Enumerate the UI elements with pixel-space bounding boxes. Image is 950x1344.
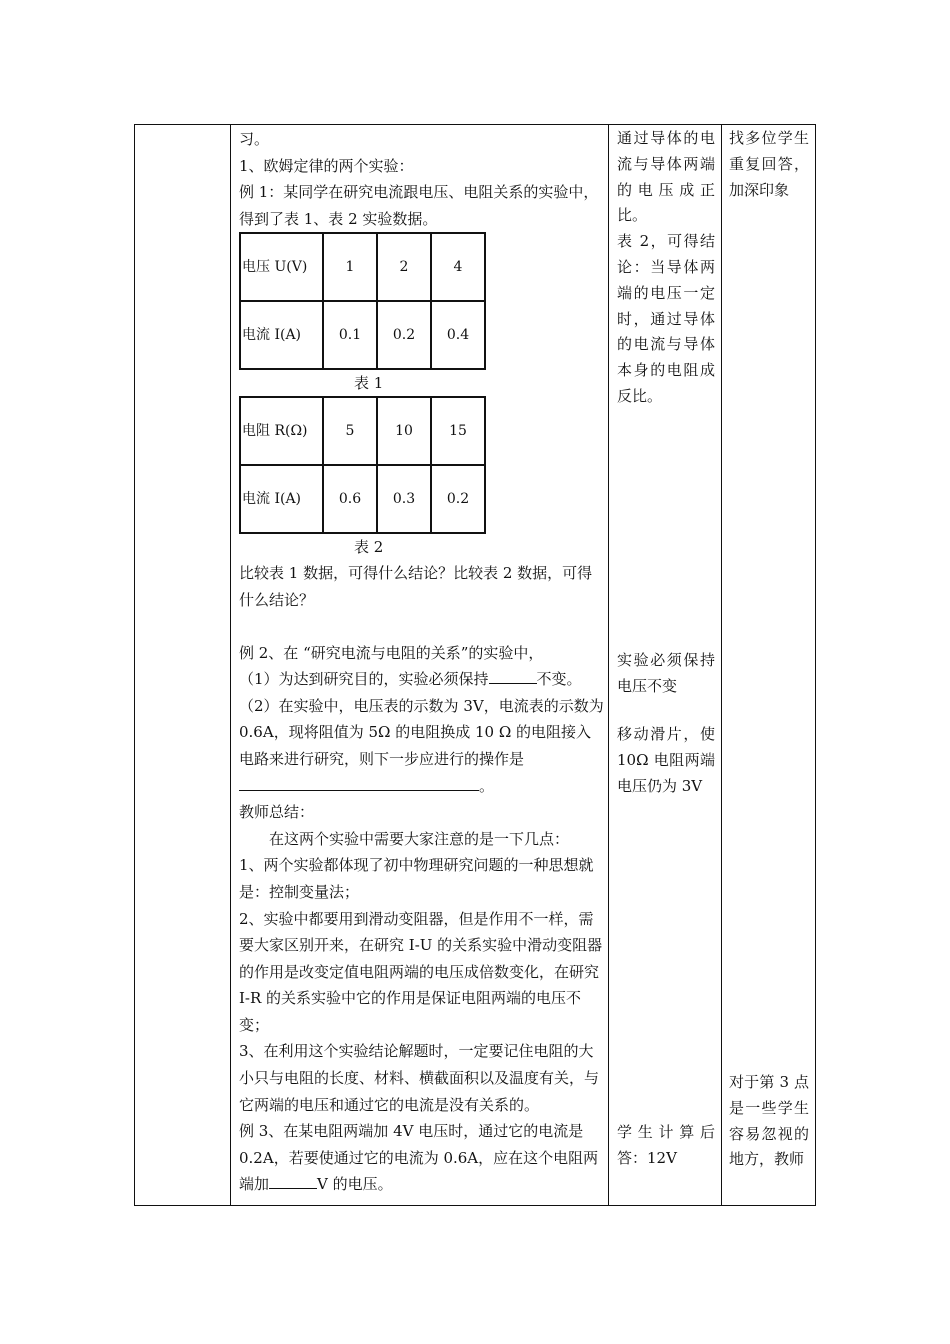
spacer bbox=[239, 614, 604, 640]
student-answer: 学生计算后答：12V bbox=[617, 1123, 715, 1167]
question-text: 不变。 bbox=[536, 670, 582, 689]
question-text: 例 3、在某电阻两端加 4V 电压时，通过它的电流是 0.2A，若要使通过它的电流为 0.6A，应在这个电阻两端加 bbox=[239, 1122, 599, 1194]
content-line: 习。 bbox=[239, 130, 270, 148]
table-cell: 10 bbox=[377, 397, 431, 465]
table-column-border bbox=[721, 124, 722, 1206]
question-text: 比较表 1 数据，可得什么结论？比较表 2 数据，可得什么结论？ bbox=[239, 564, 593, 609]
example-3-text bbox=[239, 1118, 604, 1198]
question-text: 。 bbox=[479, 776, 495, 795]
table-cell: 0.6 bbox=[323, 465, 377, 533]
table-row bbox=[240, 301, 485, 369]
table-column-border bbox=[815, 124, 816, 1206]
table-cell: 2 bbox=[377, 233, 431, 301]
student-answer: 移动滑片，使 10Ω 电阻两端电压仍为 3V bbox=[617, 725, 715, 795]
summary-point-3: 3、在利用这个实验结论解题时，一定要记住电阻的大小只与电阻的长度、材料、横截面积以及温度有关，与它两端的电压和通过它的电流是没有关系的。 bbox=[239, 1042, 600, 1114]
table-column-border bbox=[608, 124, 609, 1206]
design-note: 对于第 3 点是一些学生容易忽视的地方，教师 bbox=[729, 1073, 809, 1169]
table-cell-label: 电阻 R(Ω) bbox=[240, 397, 323, 465]
table-column-border bbox=[134, 124, 135, 1206]
summary-point-1: 1、两个实验都体现了初中物理研究问题的一种思想就是：控制变量法； bbox=[239, 856, 594, 901]
question-text: V 的电压。 bbox=[317, 1175, 393, 1194]
summary-intro: 在这两个实验中需要大家注意的是一下几点： bbox=[269, 829, 570, 848]
table-row bbox=[240, 397, 485, 465]
answer-blank bbox=[489, 667, 537, 684]
table-cell-label: 电流 I(A) bbox=[240, 465, 323, 533]
summary-point-2: 2、实验中都要用到滑动变阻器，但是作用不一样，需要大家区别开来，在研究 I-U 的关系实验中滑动变阻器的作用是改变定值电阻两端的电压成倍数变化，在研究 I-R 的关系实验中它的作用是保证电阻两端的电压不变； bbox=[239, 909, 603, 1034]
table-bottom-border bbox=[134, 1205, 816, 1206]
table-cell: 4 bbox=[431, 233, 485, 301]
student-activity-block bbox=[617, 648, 715, 700]
answer-blank bbox=[239, 774, 479, 791]
table-1-caption: 表 1 bbox=[354, 374, 384, 393]
table-row bbox=[240, 465, 485, 533]
table-cell: 0.4 bbox=[431, 301, 485, 369]
example-2-question-2 bbox=[239, 693, 604, 799]
student-activity-block bbox=[617, 1120, 715, 1172]
table-cell: 5 bbox=[323, 397, 377, 465]
student-answer: 实验必须保持电压不变 bbox=[617, 651, 715, 695]
design-notes-column bbox=[729, 126, 809, 203]
table-cell-label: 电压 U(V) bbox=[240, 233, 323, 301]
data-table-2 bbox=[239, 396, 486, 534]
design-note: 找多位学生重复回答，加深印象 bbox=[729, 129, 809, 199]
example-2-question-1 bbox=[239, 666, 604, 693]
table-cell: 15 bbox=[431, 397, 485, 465]
question-text: （2）在实验中，电压表的示数为 3V，电流表的示数为 0.6A，现将阻值为 5Ω 的电阻换成 10 Ω 的电阻接入电路来进行研究，则下一步应进行的操作是 bbox=[239, 696, 604, 768]
teaching-content-column bbox=[239, 126, 604, 1198]
table-column-border bbox=[230, 124, 231, 1206]
section-heading: 1、欧姆定律的两个实验： bbox=[239, 156, 414, 175]
student-answer: 表 2，可得结论：当导体两端的电压一定时，通过导体的电流与导体本身的电阻成反比。 bbox=[617, 232, 715, 405]
question-text: （1）为达到研究目的，实验必须保持 bbox=[239, 670, 489, 689]
student-activity-block bbox=[617, 722, 715, 799]
table-2-caption: 表 2 bbox=[354, 538, 384, 557]
table-cell: 0.3 bbox=[377, 465, 431, 533]
summary-title: 教师总结： bbox=[239, 803, 315, 822]
table-cell: 0.2 bbox=[431, 465, 485, 533]
table-cell: 1 bbox=[323, 233, 377, 301]
design-notes-block bbox=[729, 1070, 809, 1202]
data-table-1 bbox=[239, 232, 486, 370]
table-row bbox=[240, 233, 485, 301]
table-cell: 0.2 bbox=[377, 301, 431, 369]
table-cell: 0.1 bbox=[323, 301, 377, 369]
student-answer: 通过导体的电流与导体两端的电压成正比。 bbox=[617, 129, 715, 225]
answer-blank bbox=[269, 1172, 317, 1189]
table-top-border bbox=[134, 124, 816, 125]
table-cell-label: 电流 I(A) bbox=[240, 301, 323, 369]
example-1-text: 例 1：某同学在研究电流跟电压、电阻关系的实验中，得到了表 1、表 2 实验数据。 bbox=[239, 183, 599, 228]
example-2-text: 例 2、在 “研究电流与电阻的关系”的实验中， bbox=[239, 643, 544, 662]
student-activity-column bbox=[617, 126, 715, 410]
